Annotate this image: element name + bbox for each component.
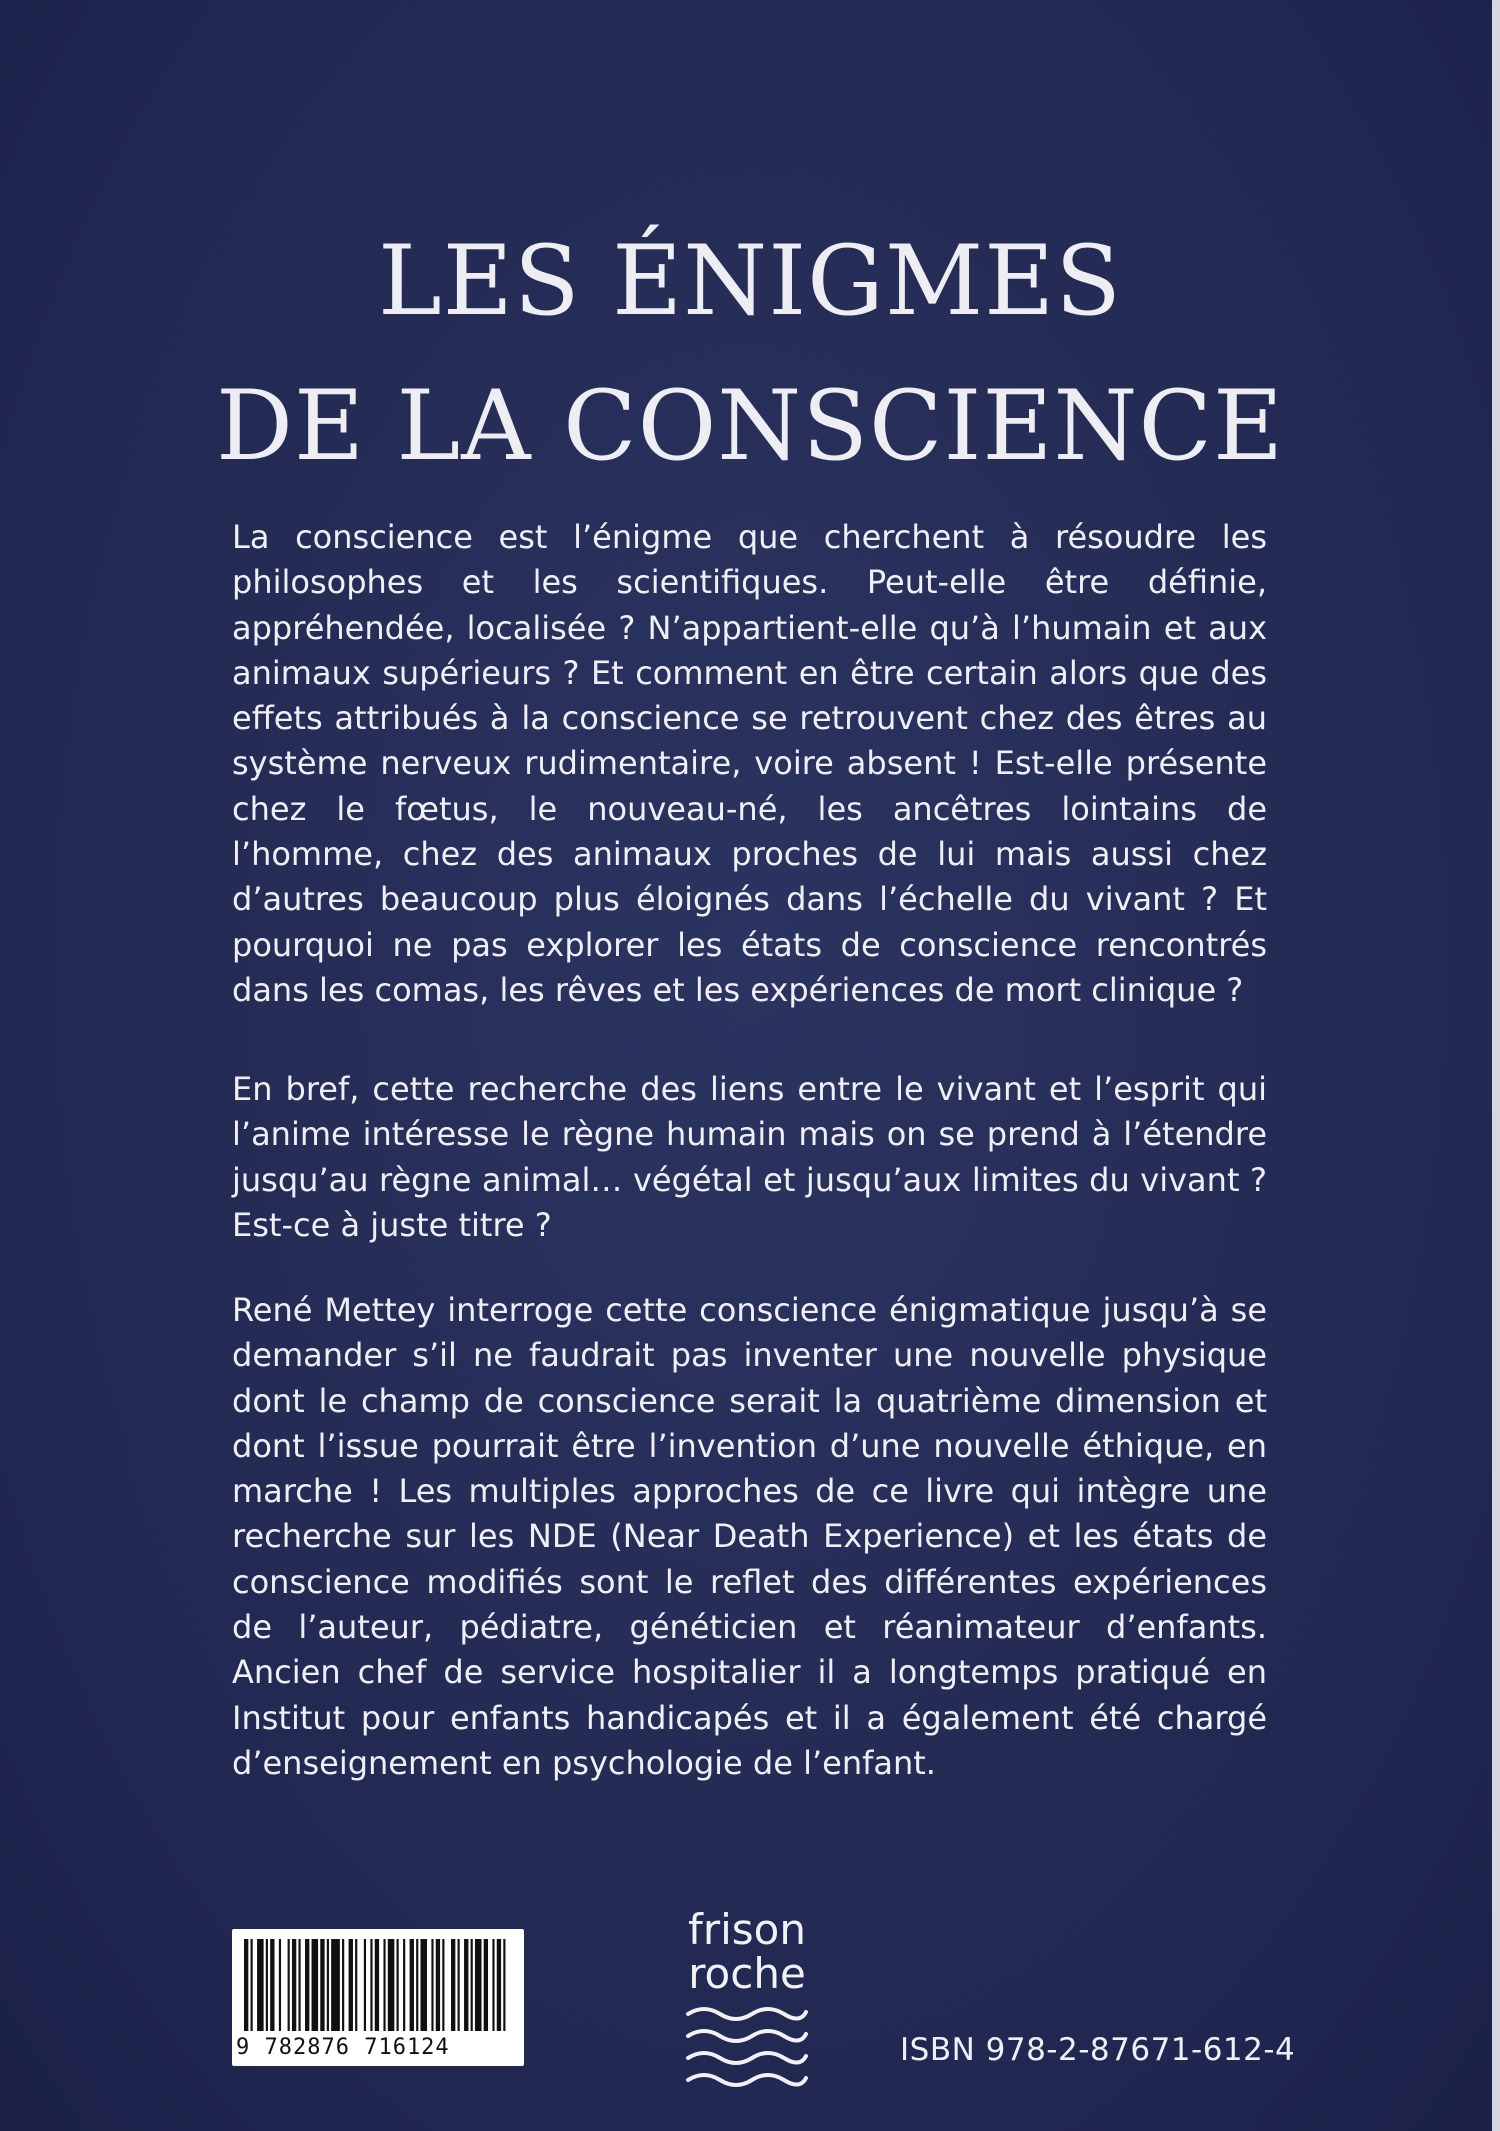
barcode-bar: [331, 1939, 340, 2031]
barcode-bar: [410, 1939, 414, 2031]
barcode-bar: [244, 1939, 248, 2031]
publisher-name-line-1: frison: [688, 1905, 806, 1954]
title-line-1: LES ÉNIGMES: [378, 225, 1122, 337]
barcode-bar: [327, 1939, 329, 2031]
barcode-digits: 9 782876 716124: [236, 2035, 450, 2060]
title-line-2: DE LA CONSCIENCE: [215, 370, 1285, 482]
waves-icon: [682, 2002, 812, 2094]
barcode-bar: [464, 1939, 468, 2031]
barcode-bar: [251, 1939, 253, 2031]
barcode-bar: [420, 1939, 427, 2031]
barcode-bar: [492, 1939, 494, 2031]
barcode-bar: [442, 1939, 444, 2031]
blurb-paragraph-3: René Mettey interroge cette conscience énigmatique jusqu’à se demander s’il ne faudrait pas inventer une nouvelle physique dont le champ de conscience serait la quatrième dimension et dont l’issue pourrait être l’invention d’une nouvelle éthique, en marche ! Les multiples approches de ce livre qui intègre une recherche sur les NDE (Near Death Experience) et les états de conscience modifiés sont le reflet des différentes expériences de l’auteur, pédiatre, généticien et réanimateur d’enfants. Ancien chef de service hospitalier il a longtemps pratiqué en Institut pour enfants handicapés et il a également été chargé d’enseignement en psychologie de l’enfant.: [232, 1291, 1267, 1782]
barcode-bars: [244, 1939, 512, 2031]
barcode-bar: [266, 1939, 268, 2031]
blurb-paragraph-2: En bref, cette recherche des liens entre le vivant et l’esprit qui l’anime intéresse le règne humain mais on se prend à l’étendre jusqu’au règne animal… végétal et jusqu’aux limites du vivant ? Est-ce à juste titre ?: [232, 1070, 1267, 1244]
barcode-bar: [471, 1939, 473, 2031]
isbn-number: ISBN 978-2-87671-612-4: [900, 2032, 1296, 2068]
cover-edge: [1492, 0, 1500, 2131]
barcode-bar: [497, 1939, 501, 2031]
barcode-bar: [292, 1939, 296, 2031]
barcode-bar: [288, 1939, 290, 2031]
barcode-bar: [320, 1939, 324, 2031]
barcode-bar: [475, 1939, 482, 2031]
barcode-bar: [364, 1939, 366, 2031]
barcode-bar: [279, 1939, 281, 2031]
barcode-bar: [305, 1939, 309, 2031]
publisher-logo: [672, 1905, 822, 2094]
barcode-bar: [349, 1939, 353, 2031]
blurb-paragraph-1: La conscience est l’énigme que cherchent à résoudre les philosophes et les scientifiques. Peut-elle être définie, appréhendée, localisée ? N’appartient-elle qu’à l’humain et aux animaux supérieurs ? Et comment en être certain alors que des effets attribués à la conscience se retrouvent chez des êtres au système nerveux rudimentaire, voire absent ! Est-elle présente chez le fœtus, le nouveau-né, les ancêtres lointains de l’homme, chez des animaux proches de lui mais aussi chez d’autres beaucoup plus éloignés dans l’échelle du vivant ? Et pourquoi ne pas explorer les états de conscience rencontrés dans les comas, les rêves et les expériences de mort clinique ?: [232, 518, 1267, 1009]
barcode-bar: [370, 1939, 372, 2031]
barcode-bar: [342, 1939, 344, 2031]
barcode: [232, 1929, 524, 2066]
barcode-bar: [436, 1939, 440, 2031]
barcode-bar: [388, 1939, 395, 2031]
barcode-bar: [503, 1939, 505, 2031]
barcode-bar: [484, 1939, 488, 2031]
barcode-bar: [257, 1939, 264, 2031]
barcode-bar: [451, 1939, 455, 2031]
barcode-bar: [383, 1939, 385, 2031]
barcode-bar: [416, 1939, 418, 2031]
barcode-bar: [312, 1939, 319, 2031]
barcode-bar: [270, 1939, 274, 2031]
publisher-name-line-2: roche: [688, 1949, 806, 1998]
barcode-bar: [375, 1939, 379, 2031]
barcode-bar: [298, 1939, 300, 2031]
barcode-bar: [397, 1939, 399, 2031]
barcode-bar: [458, 1939, 460, 2031]
barcode-bar: [403, 1939, 405, 2031]
barcode-bar: [431, 1939, 433, 2031]
barcode-bar: [355, 1939, 357, 2031]
